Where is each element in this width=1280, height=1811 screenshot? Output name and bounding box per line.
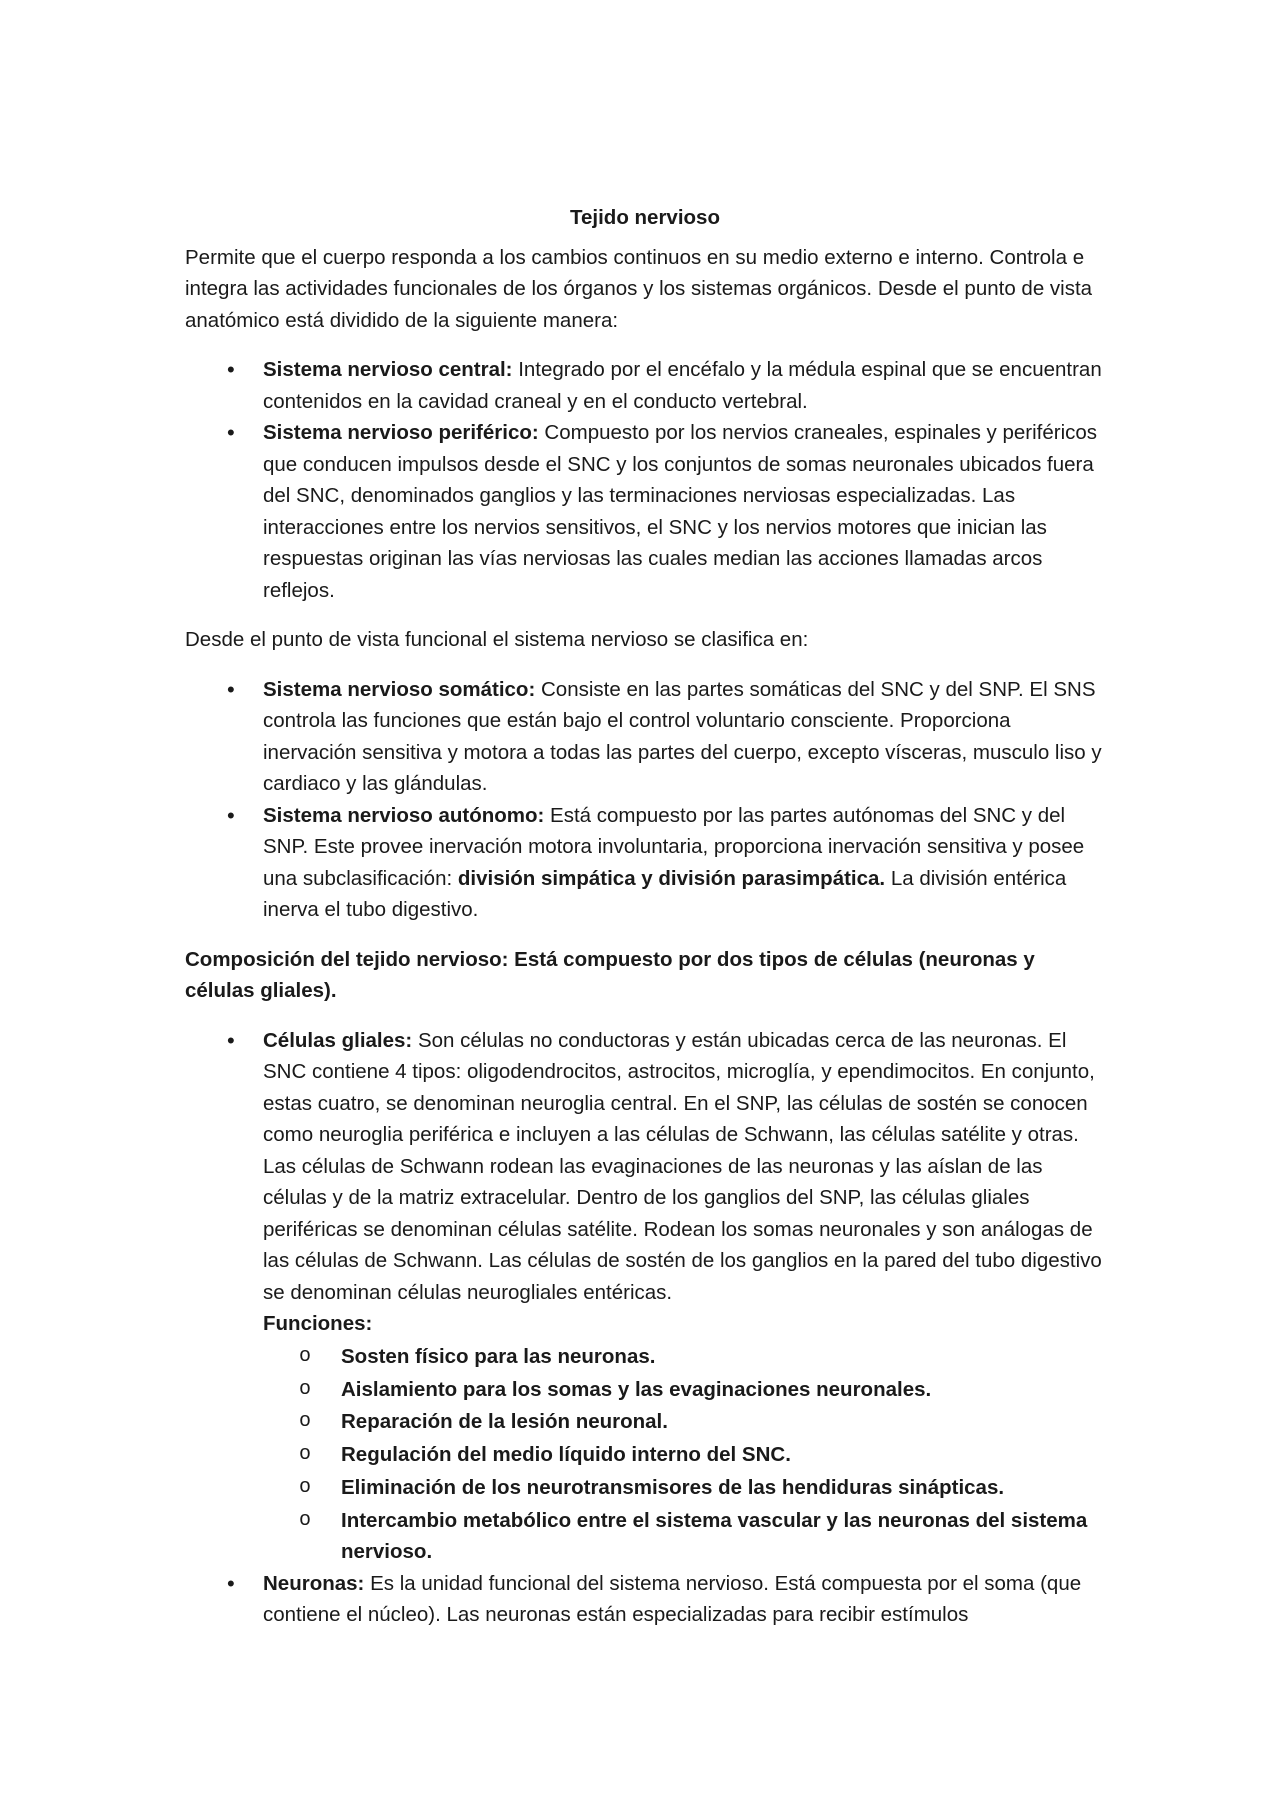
term-somatic: Sistema nervioso somático:: [263, 677, 536, 701]
circle-bullet-icon: o: [299, 1475, 312, 1499]
document-title: Tejido nervioso: [570, 206, 720, 229]
circle-bullet-icon: o: [299, 1443, 312, 1467]
circle-bullet-icon: o: [299, 1377, 312, 1401]
functional-intro: Desde el punto de vista funcional el sistema nervioso se clasifica en:: [185, 628, 809, 651]
term-neurons: Neuronas:: [263, 1571, 365, 1595]
term-pns: Sistema nervioso periférico:: [263, 421, 539, 444]
term-autonomic: Sistema nervioso autónomo:: [263, 803, 545, 827]
bullet-icon: •: [227, 676, 235, 702]
bullet-icon: •: [227, 357, 235, 382]
functional-list: [185, 674, 1105, 926]
text-autonomic-before: Está compuesto por las partes autónomas del SNC y del SNP. Este provee inervación motora involuntaria, proporciona inervación sensitiva y posee una subclasificación:: [263, 803, 1085, 890]
composition-heading: Composición del tejido nervioso: Está compuesto por dos tipos de células (neuronas y células gliales).: [185, 947, 1035, 1002]
list-item-autonomic: [185, 800, 1105, 926]
list-item-cns: [185, 354, 1105, 417]
composition-list: [185, 1025, 1105, 1631]
bullet-icon: •: [227, 802, 235, 828]
function-item: o Aislamiento para los somas y las evaginaciones neuronales.: [263, 1374, 1105, 1406]
list-item-somatic: [185, 674, 1105, 800]
text-glial-1: Son células no conductoras y están ubicadas cerca de las neuronas. El SNC contiene 4 tipos: oligodendrocitos, astrocitos, microglía, y ependimocitos. En conjunto, estas cuatro, se denominan neuroglia central. En el SNP, las células de sostén se conocen como neuroglia periférica e incluyen a las células de Schwann, las células satélite y otras.: [263, 1028, 1095, 1146]
circle-bullet-icon: o: [299, 1344, 312, 1368]
functions-list: [263, 1341, 1105, 1568]
function-item: o Sosten físico para las neuronas.: [263, 1341, 1105, 1373]
list-item-glial: [185, 1025, 1105, 1568]
term-glial: Células gliales:: [263, 1028, 413, 1052]
bullet-icon: •: [227, 1027, 235, 1053]
circle-bullet-icon: o: [299, 1410, 312, 1434]
text-pns: Compuesto por los nervios craneales, espinales y periféricos que conducen impulsos desde el SNC y los conjuntos de somas neuronales ubicados fuera del SNC, denominados ganglios y las terminaciones nerviosas especializadas. Las interacciones entre los nervios sensitivos, el SNC y los nervios motores que inician las respuestas originan las vías nerviosas las cuales median las acciones llamadas arcos reflejos.: [263, 421, 1098, 602]
function-item: o Eliminación de los neurotransmisores de las hendiduras sinápticas.: [263, 1472, 1105, 1504]
intro-paragraph: Permite que el cuerpo responda a los cambios continuos en su medio externo e interno. Controla e integra las actividades funcionales de los órganos y los sistemas orgánicos. Desde el punto de vista anatómico está dividido de la siguiente manera:: [185, 245, 1093, 332]
function-item: o Regulación del medio líquido interno del SNC.: [263, 1439, 1105, 1471]
term-cns: Sistema nervioso central:: [263, 358, 513, 381]
functions-label: Funciones:: [263, 1312, 373, 1335]
document-page: [185, 202, 1105, 1649]
text-cns: Integrado por el encéfalo y la médula espinal que se encuentran contenidos en la cavidad craneal y en el conducto vertebral.: [263, 358, 1102, 413]
circle-bullet-icon: o: [299, 1508, 312, 1532]
anatomical-list: [185, 354, 1105, 606]
list-item-pns: [185, 417, 1105, 606]
function-item: o Reparación de la lesión neuronal.: [263, 1406, 1105, 1438]
bullet-icon: •: [227, 1570, 235, 1596]
text-glial-2: Las células de Schwann rodean las evaginaciones de las neuronas y las aíslan de las células y de la matriz extracelular. Dentro de los ganglios del SNP, las células gliales periféricas se denominan células satélite. Rodean los somas neuronales y son análogas de las células de Schwann. Las células de sostén de los ganglios en la pared del tubo digestivo se denominan células neurogliales entéricas.: [263, 1154, 1102, 1304]
bullet-icon: •: [227, 420, 235, 445]
text-autonomic-divisions: división simpática y división parasimpática.: [457, 866, 886, 890]
function-item: o Intercambio metabólico entre el sistema vascular y las neuronas del sistema nervioso.: [263, 1505, 1105, 1568]
text-neurons: Es la unidad funcional del sistema nervioso. Está compuesta por el soma (que contiene el núcleo). Las neuronas están especializadas para recibir estímulos: [263, 1571, 1082, 1627]
text-autonomic-after: La división entérica inerva el tubo digestivo.: [263, 866, 1067, 921]
list-item-neurons: [185, 1568, 1105, 1631]
text-somatic: Consiste en las partes somáticas del SNC y del SNP. El SNS controla las funciones que están bajo el control voluntario consciente. Proporciona inervación sensitiva y motora a todas las partes del cuerpo, excepto vísceras, musculo liso y cardiaco y las glándulas.: [263, 677, 1102, 795]
